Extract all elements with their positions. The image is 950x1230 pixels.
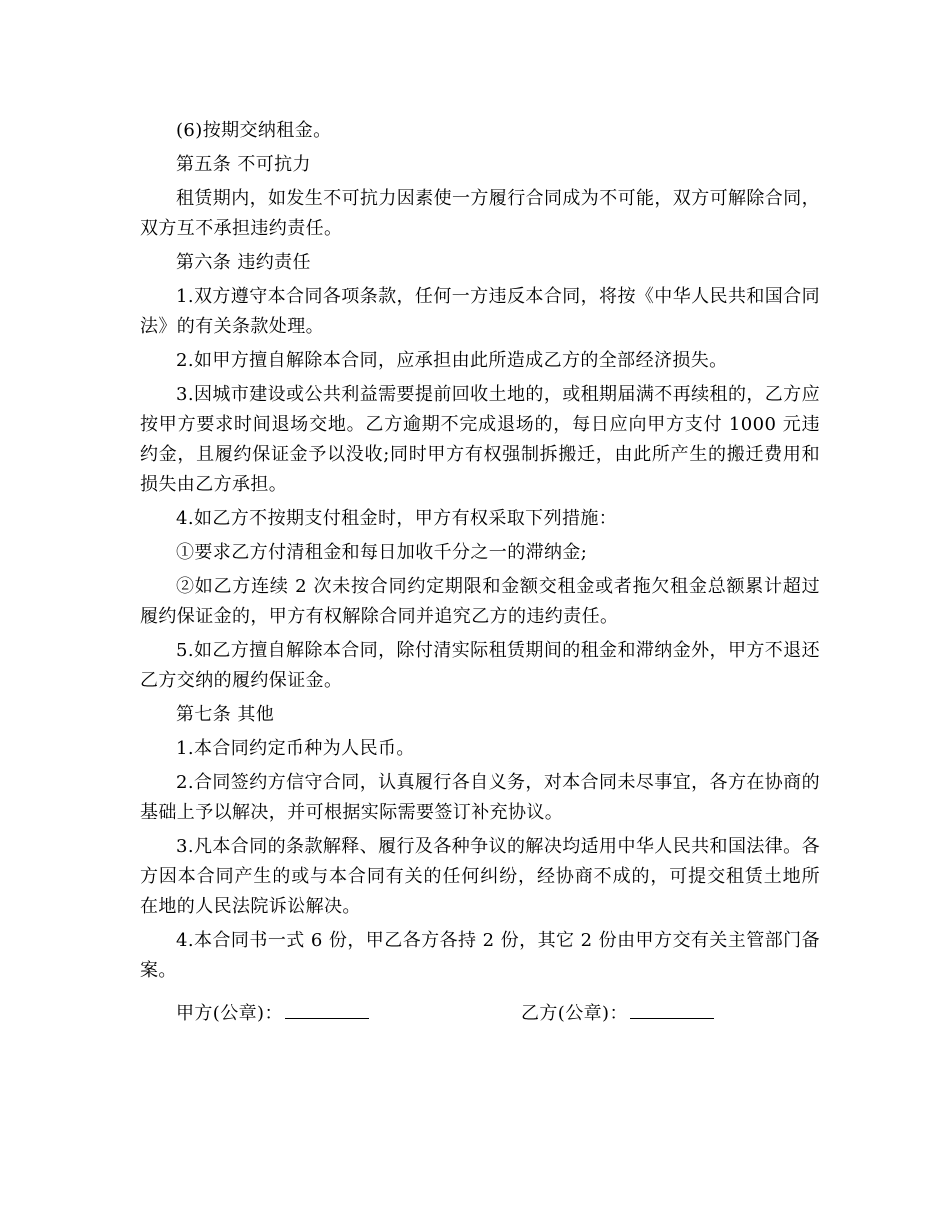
clause-paragraph: 3.因城市建设或公共利益需要提前回收土地的，或租期届满不再续租的，乙方应按甲方要求时间退场交地。乙方逾期不完成退场的，每日应向甲方支付 1000 元违约金，且履约保证金予以没收;同时甲方有权强制拆搬迁，由此所产生的搬迁费用和损失由乙方承担。 <box>140 384 820 495</box>
clause-paragraph: 4.如乙方不按期支付租金时，甲方有权采取下列措施： <box>176 508 618 529</box>
paragraph-list <box>140 116 820 986</box>
party-a-signature <box>176 996 369 1029</box>
section-heading-breach: 第六条 违约责任 <box>176 252 311 273</box>
clause-paragraph: 5.如乙方擅自解除本合同，除付清实际租赁期间的租金和滞纳金外，甲方不退还乙方交纳的履约保证金。 <box>140 640 820 691</box>
clause-paragraph: 4.本合同书一式 6 份，甲乙各方各持 2 份，其它 2 份由甲方交有关主管部门备案。 <box>140 930 820 981</box>
clause-paragraph: ②如乙方连续 2 次未按合同约定期限和金额交租金或者拖欠租金总额累计超过履约保证金的，甲方有权解除合同并追究乙方的违约责任。 <box>140 576 820 627</box>
clause-paragraph: 租赁期内，如发生不可抗力因素使一方履行合同成为不可能，双方可解除合同，双方互不承担违约责任。 <box>140 188 820 239</box>
clause-paragraph: 2.合同签约方信守合同，认真履行各自义务，对本合同未尽事宜，各方在协商的基础上予以解决，并可根据实际需要签订补充协议。 <box>140 772 820 823</box>
clause-paragraph: 2.如甲方擅自解除本合同，应承担由此所造成乙方的全部经济损失。 <box>176 350 728 371</box>
party-b-signature-line <box>630 996 714 1019</box>
party-b-signature <box>521 996 714 1029</box>
signature-row <box>140 996 820 1026</box>
clause-paragraph: 1.本合同约定币种为人民币。 <box>176 738 415 759</box>
clause-paragraph: (6)按期交纳租金。 <box>176 120 332 141</box>
document-body <box>140 116 820 1026</box>
clause-paragraph: 1.双方遵守本合同各项条款，任何一方违反本合同，将按《中华人民共和国合同法》的有关条款处理。 <box>140 286 820 337</box>
clause-paragraph: 3.凡本合同的条款解释、履行及各种争议的解决均适用中华人民共和国法律。各方因本合同产生的或与本合同有关的任何纠纷，经协商不成的，可提交租赁土地所在地的人民法院诉讼解决。 <box>140 836 820 917</box>
party-a-signature-line <box>285 996 369 1019</box>
party-b-label: 乙方(公章)： <box>521 1003 628 1024</box>
section-heading-force-majeure: 第五条 不可抗力 <box>176 154 311 175</box>
section-heading-other: 第七条 其他 <box>176 704 275 725</box>
clause-paragraph: ①要求乙方付清租金和每日加收千分之一的滞纳金; <box>176 542 588 563</box>
party-a-label: 甲方(公章)： <box>176 1003 283 1024</box>
